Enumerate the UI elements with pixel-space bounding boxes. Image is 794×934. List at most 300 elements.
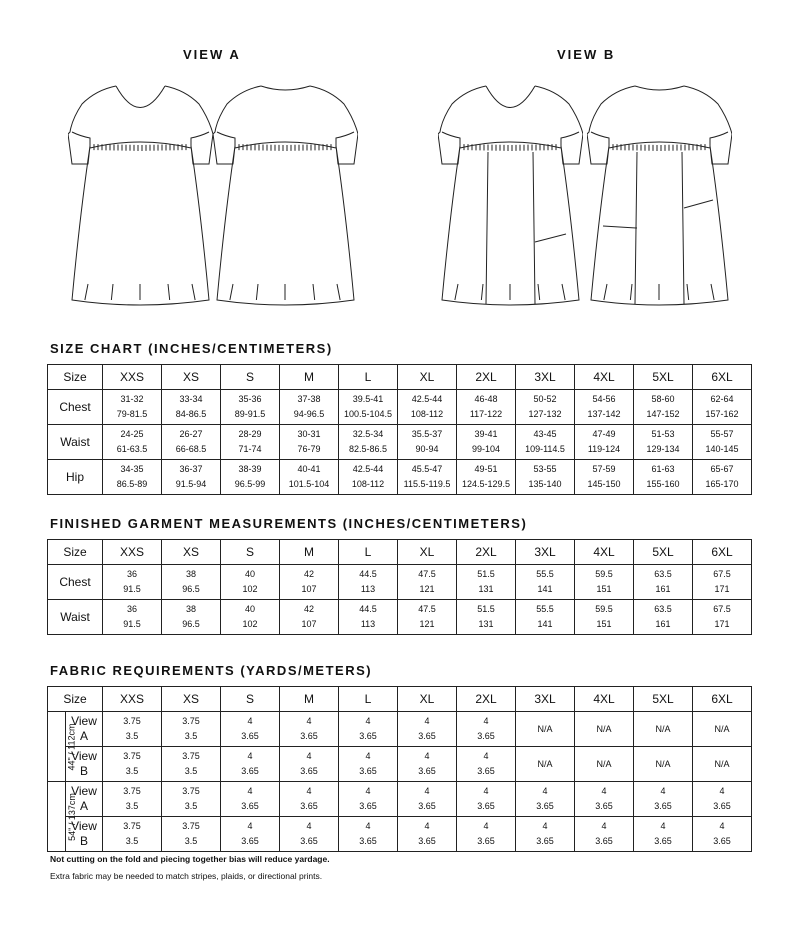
value-line: 89-91.5 — [234, 409, 266, 419]
row-label-waist: Waist — [48, 600, 103, 635]
value-cell — [575, 747, 634, 782]
value-line: N/A — [596, 758, 612, 769]
value-cell — [693, 565, 752, 600]
right-sleeve-seam — [191, 132, 209, 148]
value-cell — [575, 390, 634, 425]
value-line: 102 — [242, 584, 258, 594]
value-cell — [162, 782, 221, 817]
value-cell — [221, 817, 280, 852]
value-line: 44.5 — [359, 569, 377, 579]
value-line: 43-45 — [533, 429, 557, 439]
value-line: 3.75 — [182, 786, 200, 796]
value-line: 50-52 — [533, 394, 557, 404]
fabric-width-label — [48, 712, 77, 782]
pocket-seam — [603, 200, 713, 228]
value-line: 38-39 — [238, 464, 262, 474]
value-cell — [221, 747, 280, 782]
value-cell — [221, 390, 280, 425]
value-line: 31-32 — [120, 394, 144, 404]
hem-drape-lines — [604, 284, 714, 300]
size-2xl: 2XL — [457, 687, 516, 712]
size-xs: XS — [162, 365, 221, 390]
value-line: 135-140 — [528, 479, 562, 489]
value-line: 3.65 — [241, 836, 259, 846]
value-line: 3.5 — [125, 731, 139, 741]
value-line: 100.5-104.5 — [343, 409, 393, 419]
table-row — [48, 565, 752, 600]
value-cell — [339, 390, 398, 425]
size-6xl: 6XL — [693, 687, 752, 712]
extra-fabric-note: Extra fabric may be needed to match stripes, plaids, or directional prints. — [50, 871, 323, 881]
value-line: 3.65 — [595, 836, 613, 846]
value-line: 4 — [306, 821, 312, 831]
value-line: 3.75 — [182, 751, 200, 761]
value-line: 67.5 — [713, 569, 731, 579]
value-line: 99-104 — [471, 444, 501, 454]
value-line: 32.5-34 — [352, 429, 384, 439]
size-xxs: XXS — [103, 540, 162, 565]
value-cell — [634, 565, 693, 600]
value-line: 4 — [247, 786, 253, 796]
value-line: 40 — [244, 604, 255, 614]
value-line: 3.75 — [123, 751, 141, 761]
size-5xl: 5XL — [634, 687, 693, 712]
value-line: 76-79 — [297, 444, 321, 454]
table-row — [48, 817, 752, 852]
value-line: 137-142 — [587, 409, 621, 419]
value-line: 42 — [303, 569, 314, 579]
value-line: 91.5-94 — [175, 479, 207, 489]
value-line: 4 — [365, 821, 371, 831]
value-line: 3.5 — [125, 836, 139, 846]
value-line: 61-63 — [651, 464, 675, 474]
value-line: 3.65 — [359, 766, 377, 776]
left-sleeve-seam — [442, 132, 460, 148]
dress-back-b-svg — [587, 74, 732, 314]
value-line: 3.65 — [477, 801, 495, 811]
value-line: 4 — [424, 716, 430, 726]
value-cell — [516, 460, 575, 495]
value-line: 36 — [126, 569, 137, 579]
value-line: 4 — [306, 716, 312, 726]
hem-drape-lines — [455, 284, 565, 300]
value-line: 4 — [483, 716, 489, 726]
value-line: 47.5 — [418, 604, 436, 614]
pocket-seam — [535, 234, 566, 242]
value-cell — [398, 425, 457, 460]
value-line: 3.65 — [241, 766, 259, 776]
value-line: N/A — [655, 758, 671, 769]
table-row — [48, 600, 752, 635]
value-cell — [634, 817, 693, 852]
value-line: 47-49 — [592, 429, 616, 439]
value-line: 4 — [660, 821, 666, 831]
dress-back-view-a — [213, 74, 358, 314]
value-cell — [339, 600, 398, 635]
header-row — [48, 687, 752, 712]
table-row — [48, 460, 752, 495]
value-line: 67.5 — [713, 604, 731, 614]
value-cell — [398, 565, 457, 600]
view-label-line: A — [79, 799, 88, 813]
value-cell — [162, 817, 221, 852]
size-chart-table — [47, 364, 752, 495]
value-line: 119-124 — [587, 444, 621, 454]
value-line: 36 — [126, 604, 137, 614]
value-line: 45.5-47 — [411, 464, 443, 474]
value-cell — [634, 747, 693, 782]
value-cell — [280, 565, 339, 600]
value-line: 44.5 — [359, 604, 377, 614]
value-line: 96.5-99 — [234, 479, 266, 489]
value-line: 40-41 — [297, 464, 321, 474]
view-label-line: View — [71, 749, 97, 763]
value-cell — [516, 817, 575, 852]
fabric-width-text: 44" / 112cm — [66, 722, 77, 771]
value-cell — [516, 712, 575, 747]
view-label-line: View — [71, 714, 97, 728]
value-cell — [457, 460, 516, 495]
view-b-title: VIEW B — [557, 47, 616, 62]
value-cell — [221, 425, 280, 460]
neckline — [261, 86, 310, 90]
value-line: 4 — [601, 786, 607, 796]
size-s: S — [221, 687, 280, 712]
value-line: 3.65 — [713, 801, 731, 811]
value-line: 107 — [301, 584, 317, 594]
value-cell — [162, 390, 221, 425]
value-line: 35.5-37 — [411, 429, 443, 439]
value-line: 161 — [655, 619, 671, 629]
right-sleeve-seam — [336, 132, 354, 148]
dress-outline — [587, 86, 732, 305]
value-cell — [693, 390, 752, 425]
row-label-chest: Chest — [48, 390, 103, 425]
value-line: 3.65 — [241, 731, 259, 741]
value-line: 4 — [424, 786, 430, 796]
value-line: 131 — [478, 619, 494, 629]
right-sleeve-seam — [561, 132, 579, 148]
dress-outline — [438, 86, 583, 305]
value-line: 3.65 — [359, 731, 377, 741]
fabric-requirements-table — [47, 686, 752, 852]
value-line: 24-25 — [120, 429, 144, 439]
value-line: 3.75 — [182, 716, 200, 726]
value-line: 3.65 — [477, 766, 495, 776]
value-line: 90-94 — [415, 444, 439, 454]
value-cell — [575, 817, 634, 852]
value-line: 4 — [365, 786, 371, 796]
value-line: 4 — [365, 716, 371, 726]
value-cell — [457, 747, 516, 782]
value-line: 79-81.5 — [116, 409, 148, 419]
value-cell — [634, 712, 693, 747]
value-cell — [103, 600, 162, 635]
value-line: 108-112 — [410, 409, 444, 419]
value-cell — [516, 747, 575, 782]
value-line: 42 — [303, 604, 314, 614]
value-line: 71-74 — [238, 444, 262, 454]
value-line: 151 — [596, 584, 612, 594]
value-cell — [221, 565, 280, 600]
value-line: 155-160 — [646, 479, 680, 489]
yoke-seam — [460, 142, 561, 148]
value-line: 3.65 — [300, 731, 318, 741]
size-4xl: 4XL — [575, 365, 634, 390]
value-line: 4 — [306, 786, 312, 796]
size-xxs: XXS — [103, 365, 162, 390]
value-line: 42.5-44 — [352, 464, 384, 474]
value-line: 3.5 — [184, 766, 198, 776]
dress-outline — [68, 86, 213, 305]
value-cell — [221, 782, 280, 817]
value-line: 49-51 — [474, 464, 498, 474]
value-cell — [575, 425, 634, 460]
yoke-seam — [609, 142, 710, 148]
hem-drape-lines — [85, 284, 195, 300]
value-cell — [221, 600, 280, 635]
value-cell — [339, 460, 398, 495]
value-line: 3.65 — [300, 766, 318, 776]
size-6xl: 6XL — [693, 540, 752, 565]
value-line: 121 — [419, 619, 435, 629]
value-cell — [398, 390, 457, 425]
size-xl: XL — [398, 540, 457, 565]
value-line: N/A — [537, 723, 553, 734]
value-cell — [103, 782, 162, 817]
value-cell — [162, 565, 221, 600]
value-line: 3.65 — [713, 836, 731, 846]
value-line: 109-114.5 — [525, 444, 565, 454]
value-line: 3.65 — [595, 801, 613, 811]
value-cell — [575, 600, 634, 635]
value-line: 3.65 — [359, 836, 377, 846]
value-line: 63.5 — [654, 569, 672, 579]
value-line: 4 — [247, 821, 253, 831]
value-line: 40 — [244, 569, 255, 579]
left-sleeve-seam — [217, 132, 235, 148]
value-line: 33-34 — [179, 394, 203, 404]
value-cell — [221, 460, 280, 495]
value-line: 54-56 — [592, 394, 616, 404]
value-line: 147-152 — [646, 409, 680, 419]
value-line: 3.65 — [654, 836, 672, 846]
value-line: 131 — [478, 584, 494, 594]
value-line: 58-60 — [651, 394, 675, 404]
gathers — [239, 144, 331, 151]
value-cell — [634, 600, 693, 635]
row-label-waist: Waist — [48, 425, 103, 460]
value-line: 121 — [419, 584, 435, 594]
value-line: 4 — [719, 821, 725, 831]
value-line: 3.65 — [359, 801, 377, 811]
view-label-line: A — [79, 729, 88, 743]
value-line: 55-57 — [710, 429, 734, 439]
size-2xl: 2XL — [457, 540, 516, 565]
value-cell — [457, 600, 516, 635]
value-line: 4 — [542, 786, 548, 796]
value-line: 102 — [242, 619, 258, 629]
value-cell — [516, 425, 575, 460]
value-cell — [103, 817, 162, 852]
finished-measurements-title: FINISHED GARMENT MEASUREMENTS (INCHES/CENTIMETERS) — [50, 516, 528, 531]
size-s: S — [221, 365, 280, 390]
size-3xl: 3XL — [516, 687, 575, 712]
value-line: 3.5 — [184, 801, 198, 811]
value-line: 51.5 — [477, 604, 495, 614]
value-line: 61-63.5 — [116, 444, 148, 454]
value-line: 113 — [360, 584, 376, 594]
view-label-line: B — [79, 764, 88, 778]
value-cell — [221, 712, 280, 747]
value-line: 65-67 — [710, 464, 734, 474]
dress-front-view-b — [438, 74, 583, 314]
value-line: 59.5 — [595, 604, 613, 614]
dress-front-b-svg — [438, 74, 583, 314]
size-l: L — [339, 365, 398, 390]
value-line: 4 — [247, 751, 253, 761]
value-line: 53-55 — [533, 464, 557, 474]
value-line: 4 — [601, 821, 607, 831]
size-6xl: 6XL — [693, 365, 752, 390]
size-4xl: 4XL — [575, 687, 634, 712]
yoke-seam — [90, 142, 191, 148]
value-cell — [398, 712, 457, 747]
value-line: 101.5-104 — [288, 479, 330, 489]
size-m: M — [280, 540, 339, 565]
value-cell — [457, 425, 516, 460]
header-row — [48, 540, 752, 565]
value-line: 3.65 — [300, 836, 318, 846]
value-line: 4 — [542, 821, 548, 831]
hem-drape-lines — [230, 284, 340, 300]
value-line: 4 — [424, 751, 430, 761]
size-xs: XS — [162, 540, 221, 565]
value-line: 117-122 — [469, 409, 503, 419]
size-l: L — [339, 687, 398, 712]
value-line: 115.5-119.5 — [403, 479, 451, 489]
gathers — [94, 144, 186, 151]
size-xs: XS — [162, 687, 221, 712]
value-line: N/A — [596, 723, 612, 734]
yoke-seam — [235, 142, 336, 148]
value-line: 141 — [537, 584, 553, 594]
value-line: 4 — [483, 821, 489, 831]
value-line: 129-134 — [646, 444, 680, 454]
value-cell — [280, 782, 339, 817]
value-line: 63.5 — [654, 604, 672, 614]
value-line: 124.5-129.5 — [461, 479, 511, 489]
value-line: 55.5 — [536, 569, 554, 579]
dress-outline — [213, 86, 358, 305]
value-line: 3.65 — [241, 801, 259, 811]
header-row — [48, 365, 752, 390]
size-5xl: 5XL — [634, 540, 693, 565]
dress-front-a-svg — [68, 74, 213, 314]
value-cell — [575, 782, 634, 817]
value-line: 161 — [655, 584, 671, 594]
value-cell — [339, 565, 398, 600]
value-line: 28-29 — [238, 429, 262, 439]
table-row — [48, 747, 752, 782]
value-cell — [339, 817, 398, 852]
size-4xl: 4XL — [575, 540, 634, 565]
table-row — [48, 782, 752, 817]
value-line: 141 — [537, 619, 553, 629]
value-line: 94-96.5 — [293, 409, 325, 419]
value-cell — [280, 817, 339, 852]
value-line: 66-68.5 — [175, 444, 207, 454]
value-cell — [162, 712, 221, 747]
value-cell — [162, 600, 221, 635]
value-cell — [398, 460, 457, 495]
value-cell — [280, 600, 339, 635]
value-cell — [103, 390, 162, 425]
table-row — [48, 390, 752, 425]
size-l: L — [339, 540, 398, 565]
value-line: 96.5 — [182, 619, 200, 629]
value-cell — [575, 565, 634, 600]
value-line: 86.5-89 — [116, 479, 148, 489]
value-cell — [516, 565, 575, 600]
value-line: 3.65 — [477, 731, 495, 741]
value-line: 4 — [247, 716, 253, 726]
value-cell — [457, 817, 516, 852]
value-line: 107 — [301, 619, 317, 629]
value-line: 82.5-86.5 — [348, 444, 388, 454]
value-cell — [516, 390, 575, 425]
value-line: 39.5-41 — [352, 394, 384, 404]
view-label-line: View — [71, 819, 97, 833]
value-cell — [162, 747, 221, 782]
value-line: 57-59 — [592, 464, 616, 474]
value-cell — [398, 782, 457, 817]
size-3xl: 3XL — [516, 540, 575, 565]
value-cell — [339, 747, 398, 782]
value-cell — [103, 425, 162, 460]
size-2xl: 2XL — [457, 365, 516, 390]
value-cell — [457, 782, 516, 817]
value-line: 46-48 — [474, 394, 498, 404]
value-line: 96.5 — [182, 584, 200, 594]
table-row — [48, 425, 752, 460]
row-label-hip: Hip — [48, 460, 103, 495]
value-line: 3.65 — [418, 731, 436, 741]
value-cell — [575, 712, 634, 747]
value-line: 3.65 — [418, 766, 436, 776]
value-cell — [634, 460, 693, 495]
value-cell — [162, 460, 221, 495]
value-line: 3.5 — [125, 766, 139, 776]
value-line: 26-27 — [179, 429, 203, 439]
value-line: 62-64 — [710, 394, 734, 404]
size-s: S — [221, 540, 280, 565]
value-cell — [693, 747, 752, 782]
value-line: 108-112 — [351, 479, 385, 489]
value-line: 3.65 — [536, 801, 554, 811]
value-cell — [339, 782, 398, 817]
value-line: 113 — [360, 619, 376, 629]
value-line: 36-37 — [179, 464, 203, 474]
value-cell — [693, 460, 752, 495]
value-cell — [103, 460, 162, 495]
fabric-width-label — [48, 782, 77, 852]
value-cell — [339, 425, 398, 460]
value-cell — [280, 460, 339, 495]
left-sleeve-seam — [72, 132, 90, 148]
value-line: 3.5 — [184, 836, 198, 846]
value-cell — [634, 425, 693, 460]
